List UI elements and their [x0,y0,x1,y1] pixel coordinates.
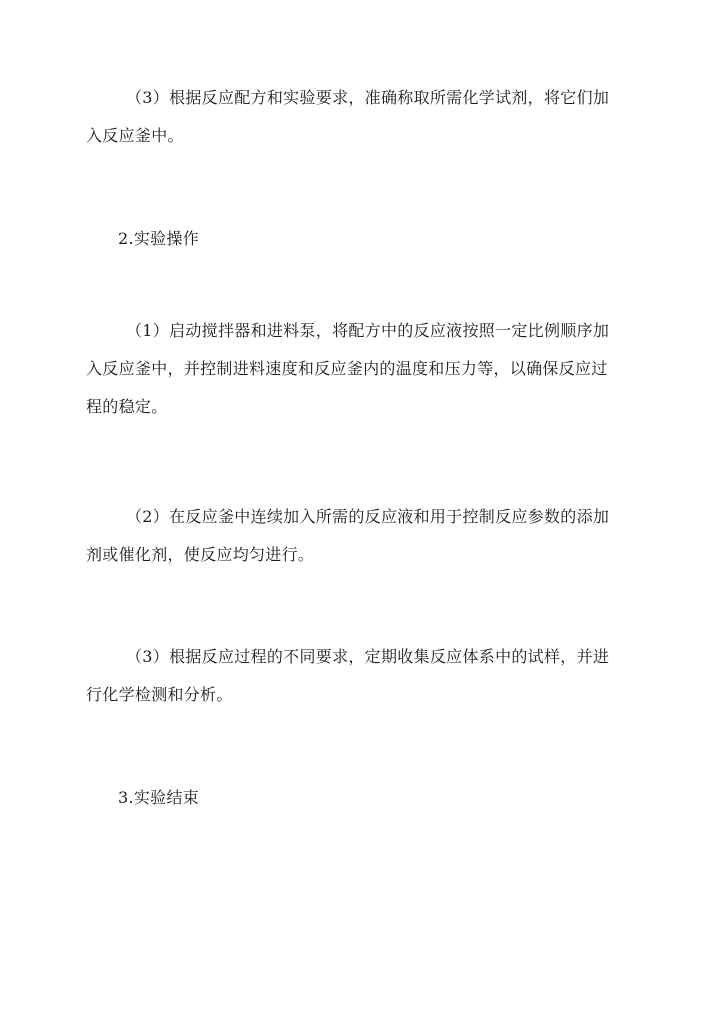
paragraph-start-stirrer [86,312,638,426]
paragraph-line: （3）根据反应过程的不同要求，定期收集反应体系中的试样，并进 [126,647,610,666]
paragraph-line: （2）在反应釜中连续加入所需的反应液和用于控制反应参数的添加 [126,507,610,526]
paragraph-sample-collection [86,638,638,714]
paragraph-line: 程的稳定。 [86,397,168,416]
paragraph-reagent-weighing [86,79,638,155]
paragraph-continuous-addition [86,498,638,574]
paragraph-line: 剂或催化剂，使反应均匀进行。 [86,545,315,564]
paragraph-line: （3）根据反应配方和实验要求，准确称取所需化学试剂，将它们加 [126,88,610,107]
paragraph-line: 行化学检测和分析。 [86,685,233,704]
paragraph-line: 入反应釜中，并控制进料速度和反应釜内的温度和压力等，以确保反应过 [86,359,608,378]
paragraph-line: 入反应釜中。 [86,126,184,145]
section-heading-experiment-operation: 2.实验操作 [118,229,200,248]
section-heading-experiment-end: 3.实验结束 [118,788,200,807]
paragraph-line: （1）启动搅拌器和进料泵，将配方中的反应液按照一定比例顺序加 [126,321,610,340]
